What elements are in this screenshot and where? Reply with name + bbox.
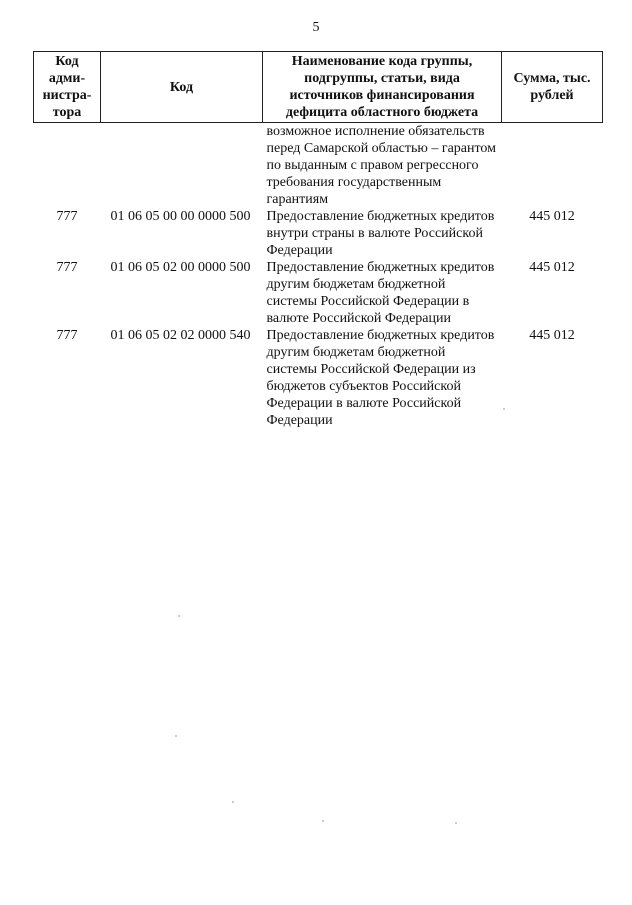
continuation-row: [34, 123, 603, 209]
table-row: [34, 208, 603, 259]
scan-speck: [503, 408, 505, 410]
table-body: [34, 123, 603, 430]
row-code: 01 06 05 00 00 0000 500: [110, 209, 251, 224]
table-header: [34, 52, 603, 123]
scan-speck: [178, 615, 180, 617]
row-admin-code: 777: [56, 328, 78, 343]
row-sum: 445 012: [529, 328, 575, 343]
row-code: 01 06 05 02 02 0000 540: [110, 328, 251, 343]
scan-speck: [232, 801, 234, 803]
budget-sources-table-container: [33, 51, 602, 429]
scan-speck: [455, 822, 457, 824]
row-sum: 445 012: [529, 260, 575, 275]
continuation-text: возможное исполнение обязательств перед Самарской областью – гарантом по выданным с правом регрессного требования государственным гарантиям: [266, 124, 497, 207]
header-code: Код: [101, 52, 263, 123]
row-admin-code: 777: [56, 260, 78, 275]
table-row: [34, 259, 603, 327]
header-name: Наименование кода группы, подгруппы, статьи, вида источников финансирования дефицита областного бюджета: [263, 52, 502, 123]
scan-speck: [175, 735, 177, 737]
page-number: 5: [312, 20, 320, 35]
budget-sources-table: [33, 51, 603, 429]
row-name: Предоставление бюджетных кредитов другим бюджетам бюджетной системы Российской Федерации из бюджетов субъектов Российской Федерации в валюте Российской Федерации: [266, 328, 495, 428]
header-admin-code: Код адми-нистра-тора: [34, 52, 101, 123]
continuation-sum-cell: [502, 123, 603, 209]
row-name: Предоставление бюджетных кредитов внутри страны в валюте Российской Федерации: [266, 209, 495, 258]
header-sum: Сумма, тыс. рублей: [502, 52, 603, 123]
row-admin-code: 777: [56, 209, 78, 224]
continuation-admin-cell: [34, 123, 101, 209]
row-sum: 445 012: [529, 209, 575, 224]
header-row: [34, 52, 603, 123]
row-code: 01 06 05 02 00 0000 500: [110, 260, 251, 275]
scan-speck: [322, 820, 324, 822]
continuation-code-cell: [101, 123, 263, 209]
row-name: Предоставление бюджетных кредитов другим бюджетам бюджетной системы Российской Федерации в валюте Российской Федерации: [266, 260, 495, 326]
table-row: [34, 327, 603, 429]
